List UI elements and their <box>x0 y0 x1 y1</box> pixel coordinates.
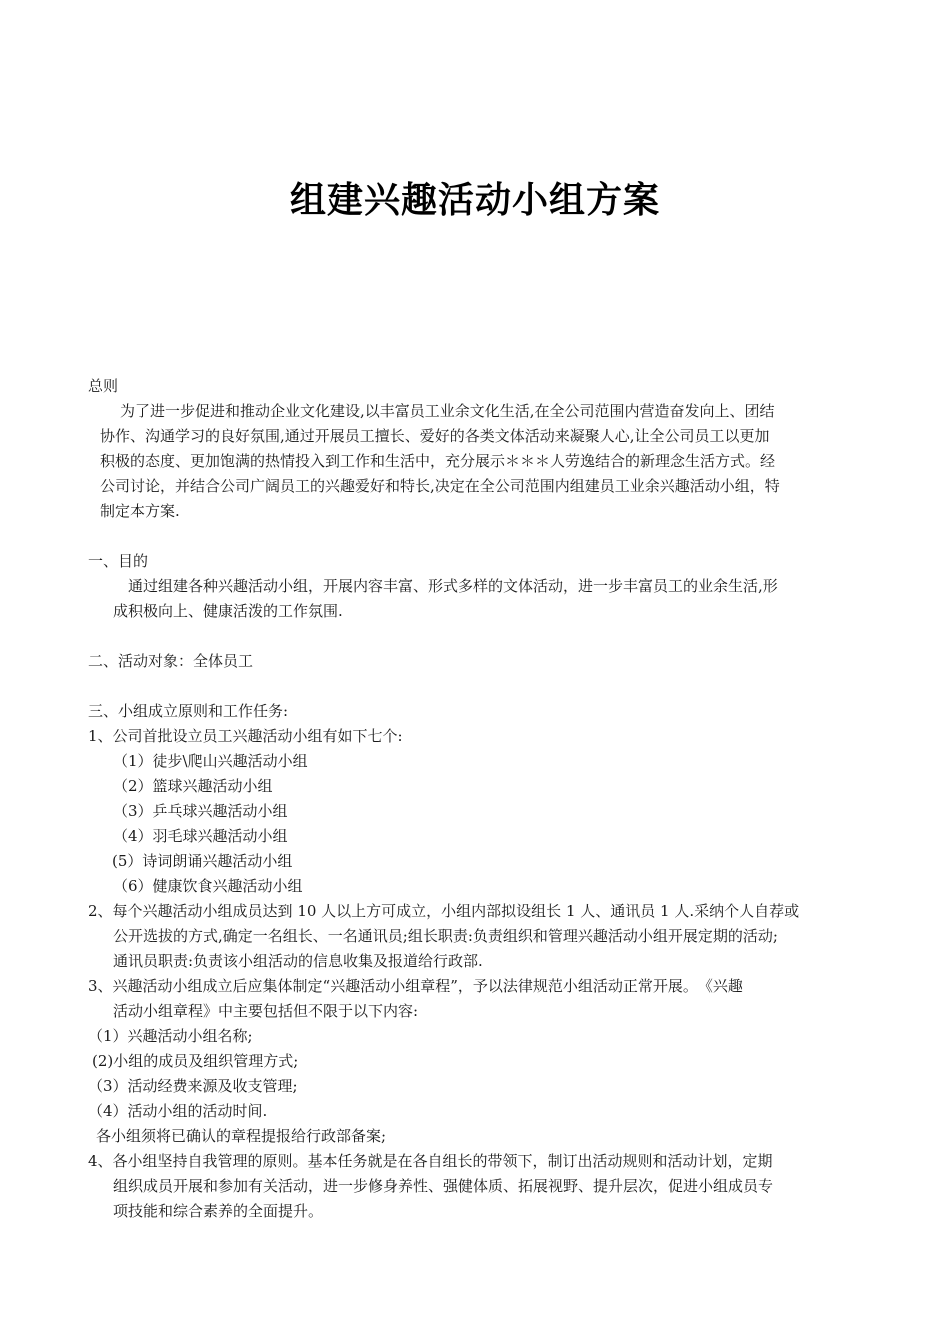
item4-line: 项技能和综合素养的全面提升。 <box>113 1202 324 1220</box>
charter-note: 各小组须将已确认的章程提报给行政部备案; <box>96 1127 387 1145</box>
charter-content-item: (2)小组的成员及组织管理方式; <box>92 1052 299 1070</box>
section1-heading: 一、目的 <box>88 552 149 570</box>
group-list-item: （6）健康饮食兴趣活动小组 <box>113 877 303 895</box>
document-body <box>88 374 864 1224</box>
item3-line: 活动小组章程》中主要包括但不限于以下内容: <box>113 1002 419 1020</box>
item2-line: 2、每个兴趣活动小组成员达到 10 人以上方可成立，小组内部拟设组长 1 人、通讯员 1 人.采纳个人自荐或 <box>88 902 800 920</box>
general-line: 积极的态度、更加饱满的热情投入到工作和生活中，充分展示＊＊＊人劳逸结合的新理念生活方式。经 <box>100 452 776 470</box>
group-list-item: （2）篮球兴趣活动小组 <box>113 777 273 795</box>
general-line: 为了进一步促进和推动企业文化建设,以丰富员工业余文化生活,在全公司范围内营造奋发向上、团结 <box>120 402 775 420</box>
item2-line: 通讯员职责:负责该小组活动的信息收集及报道给行政部. <box>113 952 483 970</box>
item3-line: 3、兴趣活动小组成立后应集体制定“兴趣活动小组章程”，予以法律规范小组活动正常开展。 《兴趣 <box>88 977 743 995</box>
general-line: 协作、沟通学习的良好氛围,通过开展员工擅长、爱好的各类文体活动来凝聚人心,让全公司员工以更加 <box>100 427 770 445</box>
general-heading: 总则 <box>88 377 119 395</box>
item1-text: 1、公司首批设立员工兴趣活动小组有如下七个: <box>88 727 403 745</box>
group-list-item: (5）诗词朗诵兴趣活动小组 <box>112 852 293 870</box>
item4-line: 组织成员开展和参加有关活动，进一步修身养性、强健体质、拓展视野、提升层次，促进小组成员专 <box>113 1177 774 1195</box>
charter-content-item: （1）兴趣活动小组名称; <box>88 1027 253 1045</box>
charter-content-item: （3）活动经费来源及收支管理; <box>88 1077 298 1095</box>
document-title: 组建兴趣活动小组方案 <box>289 179 660 221</box>
general-line: 公司讨论，并结合公司广阔员工的兴趣爱好和特长,决定在全公司范围内组建员工业余兴趣活动小组，特 <box>100 477 780 495</box>
group-list-item: （4）羽毛球兴趣活动小组 <box>113 827 288 845</box>
spacer <box>88 674 864 699</box>
spacer <box>88 524 864 549</box>
section3-heading: 三、小组成立原则和工作任务: <box>88 702 289 720</box>
general-line: 制定本方案. <box>100 502 180 520</box>
section1-line: 通过组建各种兴趣活动小组，开展内容丰富、形式多样的文体活动，进一步丰富员工的业余生活,形 <box>128 577 778 595</box>
section1-line: 成积极向上、健康活泼的工作氛围. <box>113 602 343 620</box>
spacer <box>88 624 864 649</box>
group-list-item: （1）徒步\爬山兴趣活动小组 <box>113 752 308 770</box>
item2-line: 公开选拔的方式,确定一名组长、一名通讯员;组长职责:负责组织和管理兴趣活动小组开展定期的活动; <box>113 927 778 945</box>
charter-content-item: （4）活动小组的活动时间. <box>88 1102 268 1120</box>
item4-line: 4、各小组坚持自我管理的原则。基本任务就是在各自组长的带领下，制订出活动规则和活动计划，定期 <box>88 1152 773 1170</box>
section2-heading: 二、活动对象：全体员工 <box>88 652 254 670</box>
group-list-item: （3）乒乓球兴趣活动小组 <box>113 802 288 820</box>
